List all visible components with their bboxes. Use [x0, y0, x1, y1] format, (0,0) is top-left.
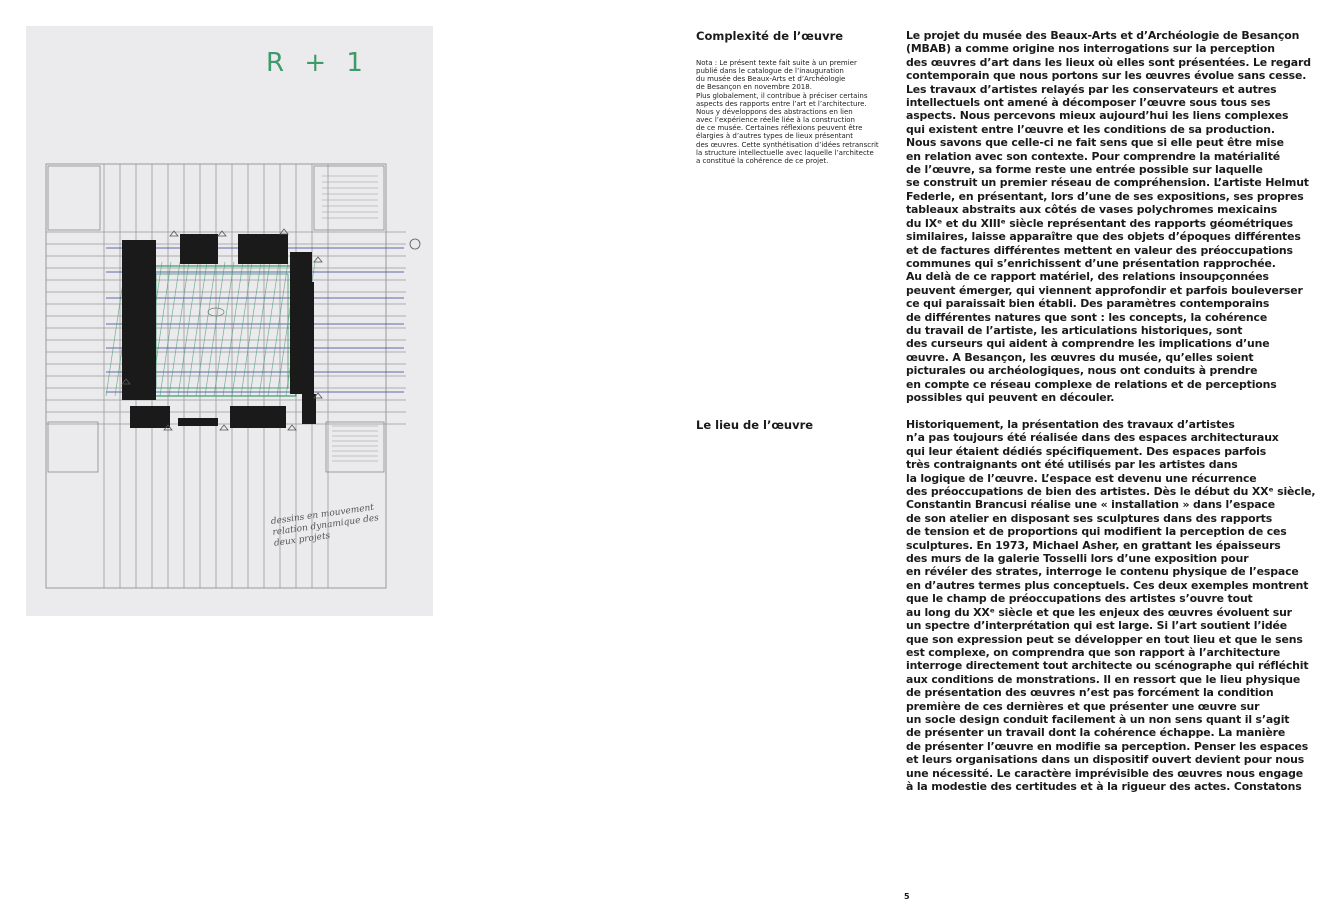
- sketch-handwritten-note: dessins en mouvement relation dynamique des deux projets: [270, 502, 380, 549]
- section-marker: [410, 239, 420, 249]
- arrow-marker: [314, 257, 322, 262]
- sketch-handwritten-title: R + 1: [266, 48, 369, 78]
- black-wall-block: [230, 406, 286, 428]
- black-wall-block: [122, 240, 156, 400]
- black-wall-block: [302, 394, 316, 424]
- room-top-right: [314, 166, 384, 230]
- black-wall-block: [290, 252, 312, 284]
- body-text-complexite: Le projet du musée des Beaux-Arts et d’Archéologie de Besançon (MBAB) a comme origine nos interrogations sur la perception des œuvres d’art dans les lieux où elles sont présentées. Le regard contemporain que nous portons sur les œuvres évolue sans cesse. Les travaux d’artistes relayés par les conservateurs et autres intellectuels ont amené à décomposer l’œuvre sous tous ses aspects. Nous percevons mieux aujourd’hui les liens complexes qui existent entre l’œuvre et les conditions de sa production. Nous savons que celle-ci ne fait sens que si elle peut être mise en relation avec son contexte. Pour comprendre la matérialité de l’œuvre, sa forme reste une entrée possible sur laquelle se construit un premier réseau de compréhension. L’artiste Helmut Federle, en présentant, lors d’une de ses expositions, ses propres tableaux abstraits aux côtés de vases polychromes mexicains du IXᵉ et du XIIIᵉ siècle représentant des rapports géométriques similaires, laisse apparaître que des objets d’époques différentes et de factures différentes mettent en valeur des préoccupations communes qui s’enrichissent d’une présentation rapprochée. Au delà de ce rapport matériel, des relations insoupçonnées peuvent émerger, qui viennent approfondir et parfois bouleverser ce qui paraissait bien établi. Des paramètres contemporains de différentes natures que sont : les concepts, la cohérence du travail de l’artiste, les articulations historiques, sont des curseurs qui aident à comprendre les implications d’une œuvre. A Besançon, les œuvres du musée, qu’elles soient picturales ou archéologiques, nous ont conduits à prendre en compte ce réseau complexe de relations et de perceptions possibles qui peuvent en découler.: [906, 29, 1311, 404]
- body-text-lieu: Historiquement, la présentation des travaux d’artistes n’a pas toujours été réalisée dans des espaces architecturaux qui leur étaient dédiés spécifiquement. Des espaces parfois très contraignants ont été utilisés par les artistes dans la logique de l’œuvre. L’espace est devenu une récurrence des préoccupations de bien des artistes. Dès le début du XXᵉ siècle, Constantin Brancusi réalise une « installation » dans l’espace de son atelier en disposant ses sculptures dans des rapports de tension et de proportions qui modifient la perception de ces sculptures. En 1973, Michael Asher, en grattant les épaisseurs des murs de la galerie Tosselli lors d’une exposition pour en révéler des strates, interroge le contenu physique de l’espace en d’autres termes plus conceptuels. Ces deux exemples montrent que le champ de préoccupations des artistes s’ouvre tout au long du XXᵉ siècle et que les enjeux des œuvres évoluent sur un spectre d’interprétation qui est large. Si l’art soutient l’idée que son expression peut se développer en tout lieu et que le sens est complexe, on comprendra que son rapport à l’architecture interroge directement tout architecte ou scénographe qui réfléchit aux conditions de monstrations. Il en ressort que le lieu physique de présentation des œuvres n’est pas forcément la condition première de ces dernières et que présenter une œuvre sur un socle design conduit facilement à un non sens quant il s’agit de présenter un travail dont la cohérence échappe. La manière de présenter l’œuvre en modifie sa perception. Penser les espaces et leurs organisations dans un dispositif ouvert devient pour nous une nécessité. Le caractère imprévisible des œuvres nous engage à la modestie des certitudes et à la rigueur des actes. Constatons: [906, 418, 1316, 793]
- section-heading-complexite: Complexité de l’œuvre: [696, 29, 844, 43]
- footnote-nota: Nota : Le présent texte fait suite à un premier publié dans le catalogue de l’inauguration du musée des Beaux-Arts et d’Archéologie de Besançon en novembre 2018. Plus globalement, il contribue à préciser certains aspects des rapports entre l’art et l’architecture. Nous y développons des abstractions en lien avec l’expérience réelle liée à la construction de ce musée. Certaines réflexions peuvent être élargies à d’autres types de lieux présentant des œuvres. Cette synthétisation d’idées retranscrit la structure intellectuelle avec laquelle l’architecte a constitué la cohérence de ce projet.: [696, 59, 879, 165]
- green-court-outline: [146, 266, 296, 396]
- arrow-marker: [220, 425, 228, 430]
- room-bottom-right: [326, 422, 384, 472]
- arrow-marker: [280, 229, 288, 234]
- arrow-marker: [288, 425, 296, 430]
- floor-plan-sketch: [26, 26, 433, 616]
- black-wall-block: [130, 406, 170, 428]
- section-heading-lieu: Le lieu de l’œuvre: [696, 418, 814, 432]
- black-wall-block: [178, 418, 218, 426]
- room-bottom-left: [48, 422, 98, 472]
- room-top-left: [48, 166, 100, 230]
- black-wall-block: [290, 282, 314, 394]
- black-wall-block: [180, 234, 218, 264]
- black-wall-block: [238, 234, 288, 264]
- page-number: 5: [904, 892, 910, 901]
